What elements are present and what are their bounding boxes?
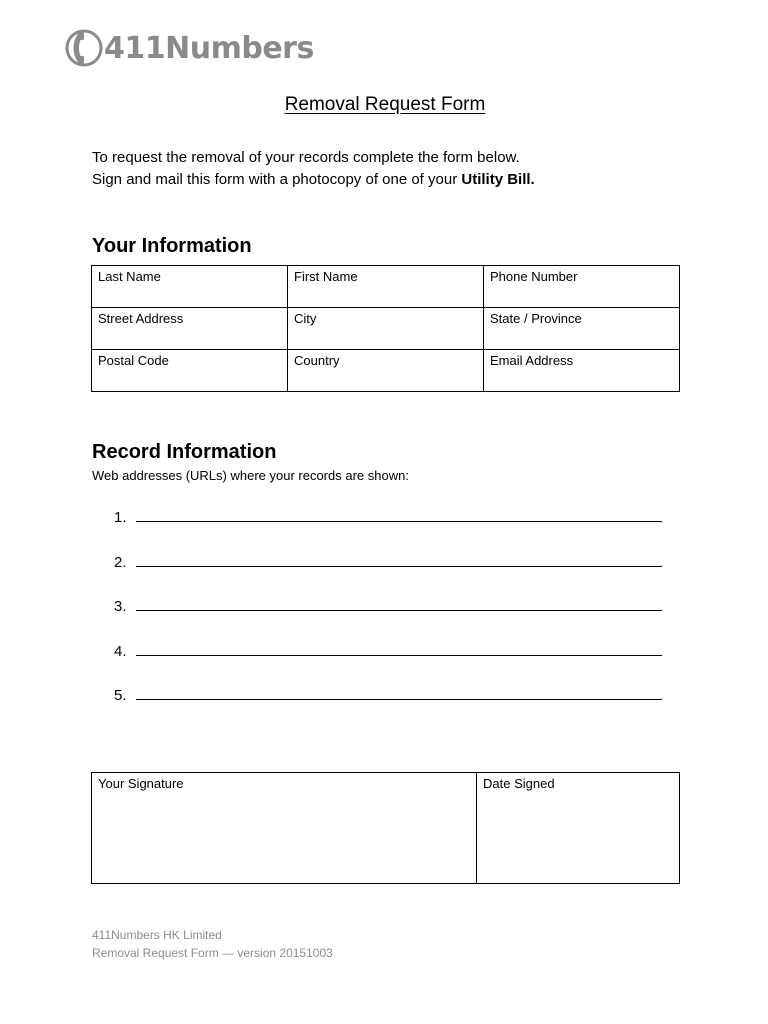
info-field[interactable] bbox=[484, 350, 680, 392]
footer-company: 411Numbers HK Limited bbox=[92, 928, 222, 942]
info-field-label: Email Address bbox=[490, 353, 574, 368]
footer bbox=[92, 926, 333, 962]
signature-label: Your Signature bbox=[98, 776, 184, 791]
url-item-number: 4. bbox=[114, 642, 127, 660]
url-list-item bbox=[114, 595, 674, 640]
phone-handset-icon bbox=[64, 24, 104, 72]
info-field-label: Street Address bbox=[98, 311, 184, 326]
company-logo bbox=[64, 24, 314, 72]
url-blank-line[interactable] bbox=[136, 551, 662, 567]
intro-line-2: Sign and mail this form with a photocopy of one of your Utility Bill. bbox=[92, 171, 535, 188]
url-item-number: 2. bbox=[114, 553, 127, 571]
info-field[interactable] bbox=[288, 308, 484, 350]
info-table-row bbox=[92, 308, 680, 350]
url-item-number: 1. bbox=[114, 509, 127, 526]
signature-field[interactable] bbox=[92, 773, 477, 884]
date-signed-field[interactable] bbox=[477, 773, 680, 884]
signature-table bbox=[91, 772, 680, 884]
info-field[interactable] bbox=[288, 350, 484, 392]
url-list bbox=[114, 506, 674, 729]
info-field[interactable] bbox=[484, 266, 680, 308]
your-information-table bbox=[91, 265, 680, 392]
url-blank-line[interactable] bbox=[136, 506, 662, 522]
url-item-number: 3. bbox=[114, 598, 127, 615]
footer-version: Removal Request Form — version 20151003 bbox=[92, 946, 333, 960]
utility-bill-emphasis: Utility Bill. bbox=[461, 171, 535, 188]
intro-text bbox=[92, 147, 535, 191]
info-field-label: Country bbox=[294, 353, 340, 368]
info-field[interactable] bbox=[92, 308, 288, 350]
info-field[interactable] bbox=[92, 350, 288, 392]
date-signed-label: Date Signed bbox=[483, 776, 555, 791]
url-list-item bbox=[114, 640, 674, 685]
logo-text: 411Numbers bbox=[104, 30, 314, 66]
record-information-subtext: Web addresses (URLs) where your records are shown: bbox=[92, 468, 409, 483]
info-field[interactable] bbox=[288, 266, 484, 308]
intro-line-1: To request the removal of your records complete the form below. bbox=[92, 149, 520, 166]
info-table-row bbox=[92, 350, 680, 392]
info-field-label: Postal Code bbox=[98, 353, 169, 368]
url-blank-line[interactable] bbox=[136, 684, 662, 700]
info-field-label: Last Name bbox=[98, 269, 161, 284]
url-list-item bbox=[114, 551, 674, 596]
info-field-label: City bbox=[294, 311, 317, 326]
url-list-item bbox=[114, 506, 674, 551]
url-list-item bbox=[114, 684, 674, 729]
info-field-label: State / Province bbox=[490, 311, 582, 326]
url-blank-line[interactable] bbox=[136, 640, 662, 656]
form-title: Removal Request Form bbox=[284, 94, 486, 115]
info-field-label: First Name bbox=[294, 269, 358, 284]
record-information-heading: Record Information bbox=[92, 441, 277, 463]
your-information-heading: Your Information bbox=[92, 235, 252, 257]
info-field[interactable] bbox=[92, 266, 288, 308]
url-blank-line[interactable] bbox=[136, 595, 662, 611]
info-field[interactable] bbox=[484, 308, 680, 350]
info-table-row bbox=[92, 266, 680, 308]
info-field-label: Phone Number bbox=[490, 269, 578, 284]
url-item-number: 5. bbox=[114, 687, 127, 704]
